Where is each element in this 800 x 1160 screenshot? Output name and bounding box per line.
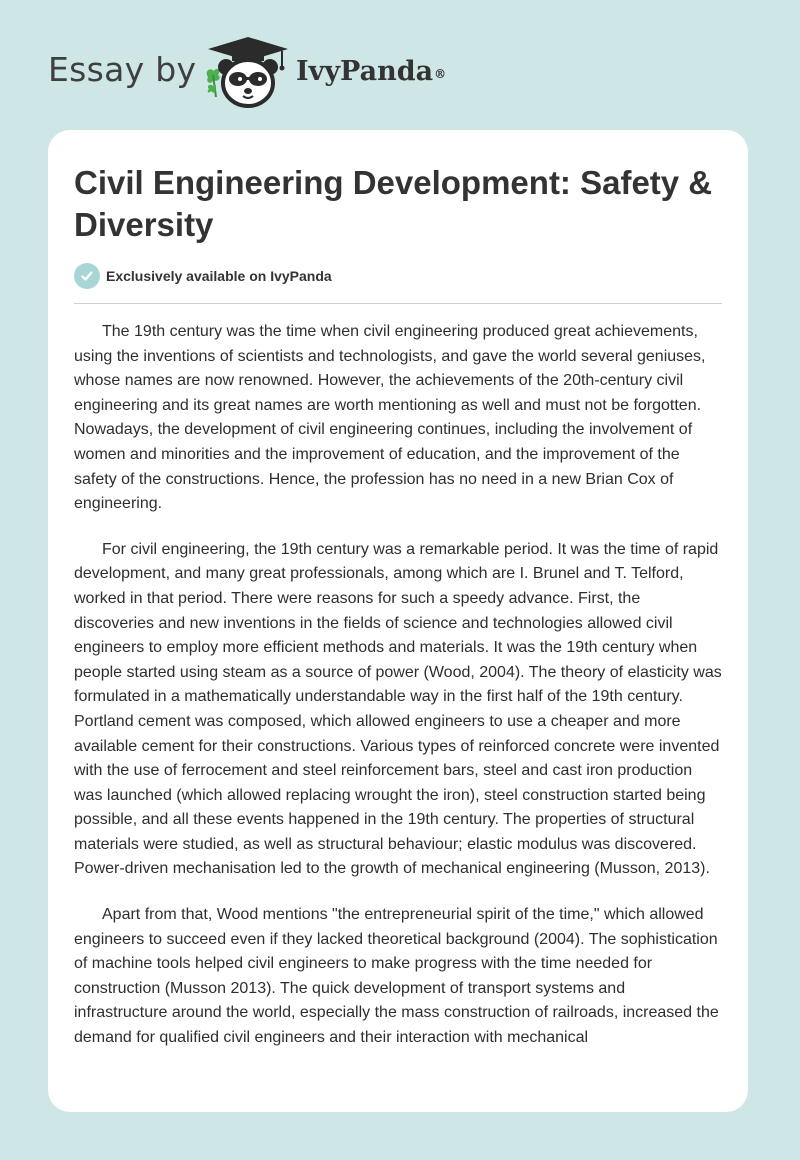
check-icon xyxy=(74,263,100,289)
exclusive-badge xyxy=(74,262,332,290)
brand-name: IvyPanda xyxy=(296,56,434,87)
paragraph: For civil engineering, the 19th century was a remarkable period. It was the time of rapid development, and many great professionals, among which are I. Brunel and T. Telford, worked in that period. There were reasons for such a speedy advance. First, the discoveries and new inventions in the fields of science and technologies allowed civil engineers to employ more efficient methods and materials. It was the 19th century when people started using steam as a source of power (Wood, 2004). The theory of elasticity was formulated in a mathematically understandable way in the first half of the 19th century. Portland cement was composed, which allowed engineers to use a cheaper and more available cement for their constructions. Various types of reinforced concrete were invented with the use of ferrocement and steel reinforcement bars, steel and cast iron production was launched (which allowed replacing wrought the iron), steel construction started being possible, and all these events happened in the 19th century. The properties of structural materials were studied, as well as structural behaviour; elastic modulus was discovered. Power-driven mechanisation led to the growth of mechanical engineering (Musson, 2013). xyxy=(74,540,722,878)
essay-by-label: Essay by xyxy=(48,50,197,89)
paragraph: Apart from that, Wood mentions "the entrepreneurial spirit of the time," which allowed engineers to succeed even if they lacked theoretical background (2004). The sophistication of machine tools helped civil engineers to make progress with the time needed for construction (Musson 2013). The quick development of transport systems and infrastructure around the world, especially the mass construction of railroads, increased the demand for qualified civil engineers and their interaction with mechanical xyxy=(74,906,719,1047)
paragraph: The 19th century was the time when civil engineering produced great achievements, using the inventions of scientists and technologists, and gave the world several geniuses, whose names are now renowned. However, the achievements of the 20th-century civil engineering and its great names are worth mentioning as well and must not be forgotten. Nowadays, the development of civil engineering continues, including the involvement of women and minorities and the improvement of education, and the improvement of the safety of the constructions. Hence, the profession has no need in a new Brian Cox of engineering. xyxy=(74,323,706,513)
registered-mark: ® xyxy=(434,67,447,81)
ivy-leaf-icon xyxy=(207,69,220,97)
essay-card xyxy=(48,130,748,1112)
brand-logo-text[interactable] xyxy=(296,54,446,90)
page-title: Civil Engineering Development: Safety & Diversity xyxy=(74,164,713,243)
site-header xyxy=(0,0,800,130)
panda-graduate-icon[interactable] xyxy=(202,37,294,109)
exclusive-label: Exclusively available on IvyPanda xyxy=(106,268,332,284)
divider xyxy=(74,303,722,304)
essay-body xyxy=(74,320,722,1072)
